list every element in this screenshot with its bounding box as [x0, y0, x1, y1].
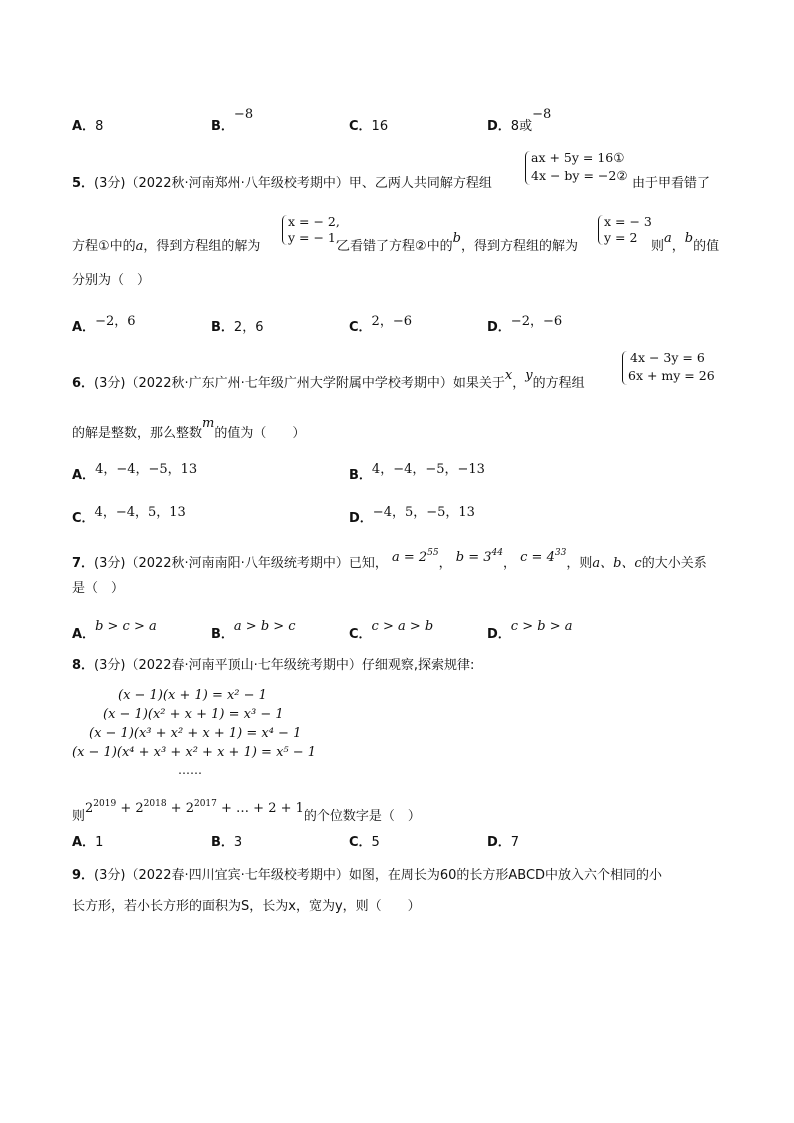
q6-system-eq2: 6x + my = 26: [628, 368, 715, 383]
q8-pattern-2: (x − 1)(x² + x + 1) = x³ − 1: [103, 707, 284, 722]
q6-system-eq1: 4x − 3y = 6: [630, 350, 705, 365]
q5-line-2c: 则a，b的值: [651, 231, 720, 254]
q8-pattern-1: (x − 1)(x + 1) = x² − 1: [118, 688, 267, 703]
q6-line-2: 的解是整数，那么整数m的值为（ ）: [72, 416, 306, 441]
q5-line-2b: 乙看错了方程②中的b，得到方程组的解为: [337, 231, 578, 254]
q8-option-b[interactable]: B．3: [211, 835, 243, 850]
q5-system-eq2: 4x − by = −2②: [531, 168, 628, 183]
q5-line-1: 5．(3分)（2022秋·河南郑州·八年级校考期中）甲、乙两人共同解方程组: [72, 176, 492, 191]
q9-line-1: 9．(3分)（2022春·四川宜宾·七年级校考期中）如图，在周长为60的长方形ABCD中放入六个相同的小: [72, 868, 663, 883]
q7-a-expr: $a = 2^{55}$: [391, 548, 439, 565]
q8-sum-expr: $2^{2019} + 2^{2018} + 2^{2017}$ + … + 2 + 1: [85, 799, 304, 816]
q4-option-a[interactable]: A．8: [72, 119, 104, 134]
q5-line-3: 分别为（ ）: [72, 273, 151, 288]
q8-line-1: 8．(3分)（2022春·河南平顶山·七年级统考期中）仔细观察,探索规律:: [72, 658, 475, 673]
q6-option-b[interactable]: B．4，−4，−5，−13: [349, 462, 485, 483]
q5-system-eq1: ax + 5y = 16①: [531, 150, 625, 165]
q7-option-c[interactable]: C．c > a > b: [349, 619, 434, 642]
q5-solution1-y: y = − 1,: [288, 230, 340, 245]
q6-option-a[interactable]: A．4，−4，−5，13: [72, 462, 198, 483]
q8-line-2: 则$2^{2019} + 2^{2018} + 2^{2017}$ + … + 2 + 1的个位数字是（ ）: [72, 799, 421, 824]
q7-option-a[interactable]: A．b > c > a: [72, 619, 157, 642]
q8-option-a[interactable]: A．1: [72, 835, 104, 850]
q5-line-1-tail: 由于甲看错了: [632, 176, 711, 191]
q8-pattern-dots: ……: [178, 763, 202, 777]
q6-option-d[interactable]: D．−4，5，−5，13: [349, 505, 475, 526]
q8-option-d[interactable]: D．7: [487, 835, 520, 850]
q5-option-c[interactable]: C．2，−6: [349, 314, 412, 335]
q8-option-c[interactable]: C．5: [349, 835, 380, 850]
q8-pattern-4: (x − 1)(x⁴ + x³ + x² + x + 1) = x⁵ − 1: [72, 745, 317, 760]
q4-option-b[interactable]: B．−8: [211, 107, 254, 134]
q4-option-c[interactable]: C．16: [349, 119, 389, 134]
q5-option-d[interactable]: D．−2，−6: [487, 314, 563, 335]
q4-option-d[interactable]: D．8或−8: [487, 107, 552, 134]
q6-line-1: 6．(3分)（2022秋·广东广州·七年级广州大学附属中学校考期中）如果关于x，y的方程组: [72, 368, 585, 391]
q7-line-2: 是（ ）: [72, 581, 125, 596]
q5-option-a[interactable]: A．−2，6: [72, 314, 136, 335]
q7-c-expr: $c = 4^{33}$: [520, 548, 567, 565]
q5-line-2a: 方程①中的a，得到方程组的解为: [72, 239, 261, 254]
q5-option-b[interactable]: B．2，6: [211, 320, 264, 335]
q5-solution1-x: x = − 2,: [288, 214, 340, 229]
q7-option-d[interactable]: D．c > b > a: [487, 619, 573, 642]
q6-option-c[interactable]: C．4，−4，5，13: [72, 505, 186, 526]
q7-line-1: 7．(3分)（2022秋·河南南阳·八年级统考期中）已知， $a = 2^{55}$， $b = 3^{44}$， $c = 4^{33}$，则a、b、c的大小关系: [72, 548, 707, 571]
q8-pattern-3: (x − 1)(x³ + x² + x + 1) = x⁴ − 1: [89, 726, 302, 741]
q5-solution2-y: y = 2: [604, 230, 638, 245]
q5-solution2-x: x = − 3: [604, 214, 652, 229]
q9-line-2: 长方形，若小长方形的面积为S，长为x，宽为y，则（ ）: [72, 899, 421, 914]
q7-option-b[interactable]: B．a > b > c: [211, 619, 296, 642]
q7-b-expr: $b = 3^{44}$: [455, 548, 503, 565]
